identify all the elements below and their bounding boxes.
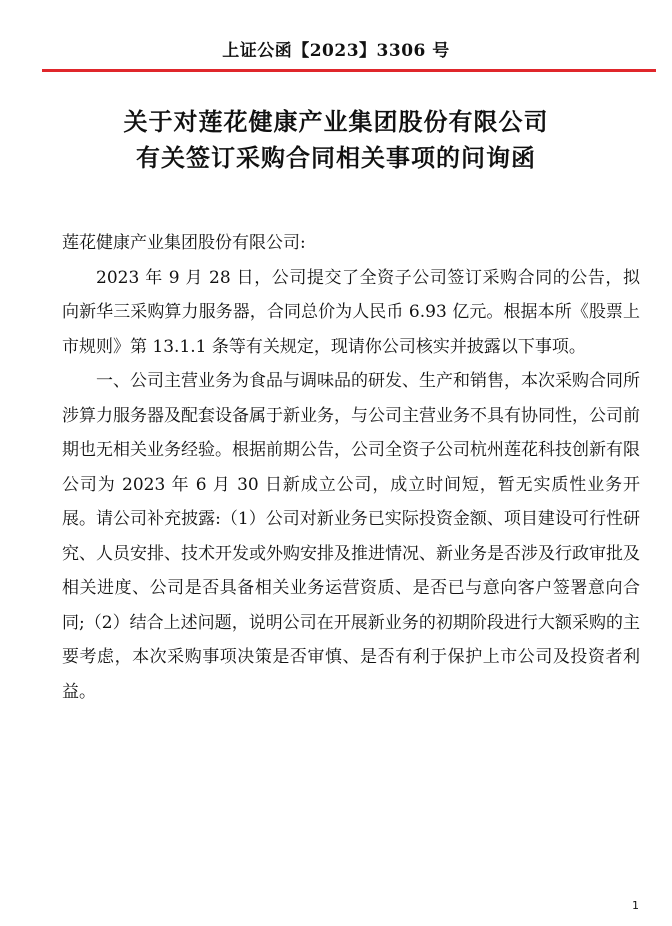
red-divider-line bbox=[42, 69, 656, 72]
document-number: 上证公函【2023】3306 号 bbox=[222, 41, 450, 61]
document-title bbox=[0, 104, 672, 176]
paragraph-question-1: 一、公司主营业务为食品与调味品的研发、生产和销售，本次采购合同所涉算力服务器及配套设备属于新业务，与公司主营业务不具有协同性，公司前期也无相关业务经验。根据前期公告，公司全资子公司杭州莲花科技创新有限公司为 2023 年 6 月 30 日新成立公司，成立时间短，暂无实质性业务开展。请公司补充披露:（1）公司对新业务已实际投资金额、项目建设可行性研究、人员安排、技术开发或外购安排及推进情况、新业务是否涉及行政审批及相关进度、公司是否具备相关业务运营资质、是否已与意向客户签署意向合同;（2）结合上述问题，说明公司在开展新业务的初期阶段进行大额采购的主要考虑，本次采购事项决策是否审慎、是否有利于保护上市公司及投资者利益。 bbox=[62, 371, 640, 702]
letter-body bbox=[62, 226, 640, 709]
title-line-2: 有关签订采购合同相关事项的问询函 bbox=[136, 144, 536, 172]
page-number: 1 bbox=[632, 899, 639, 912]
salutation: 莲花健康产业集团股份有限公司: bbox=[62, 233, 306, 253]
paragraph-intro: 2023 年 9 月 28 日，公司提交了全资子公司签订采购合同的公告，拟向新华三采购算力服务器，合同总价为人民币 6.93 亿元。根据本所《股票上市规则》第 13.1.1 条等有关规定，现请你公司核实并披露以下事项。 bbox=[62, 267, 640, 357]
title-line-1: 关于对莲花健康产业集团股份有限公司 bbox=[123, 108, 549, 136]
